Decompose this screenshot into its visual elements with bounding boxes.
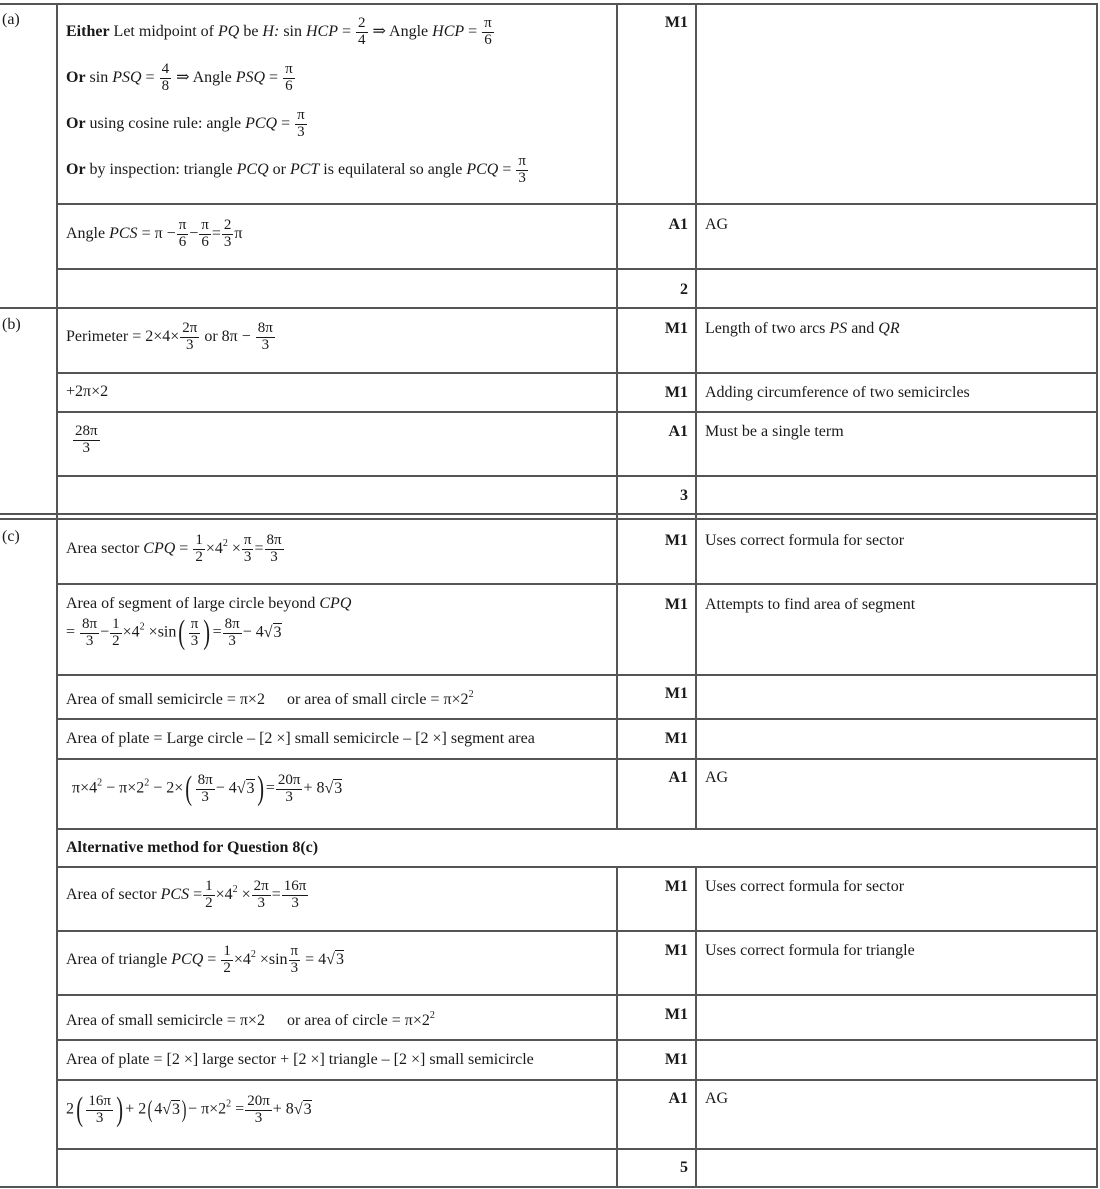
comment: AG (705, 1090, 729, 1107)
square-root: √3 (162, 1100, 181, 1118)
fraction: $\frac{2}{4}$ (358, 15, 366, 48)
answer-b-semicircles: +2π×2 (66, 383, 109, 400)
row-rule (56, 203, 1098, 205)
row-rule (56, 866, 1098, 868)
answer-a-or-2: Or using cosine rule: angle PCQ = $\frac{\pi}{3}$ (66, 107, 305, 140)
answer-c-segment-calc: = $\frac{8\pi}{3}$ − $\frac{1}{2}$ $\times 4^2 \times\sin$( $\frac{\pi}{3}$ ) = $\frac{8\pi}{3}$ − 4√3 (66, 614, 282, 651)
fraction: $\frac{20\pi}{3}$ (247, 1092, 270, 1126)
fraction: $\frac{4}{8}$ (161, 61, 170, 94)
mark: M1 (664, 1006, 688, 1023)
col-rule-mark (616, 3, 618, 828)
mark: M1 (664, 14, 688, 31)
comment: Must be a single term (705, 423, 844, 440)
fraction: $\frac{1}{2}$ (112, 615, 120, 649)
alternative-method-heading: Alternative method for Question 8(c) (66, 839, 319, 856)
answer-c-segment-label: Area of segment of large circle beyond CPQ (66, 595, 352, 612)
row-rule (56, 758, 1098, 760)
rule-section-ab (0, 307, 1098, 309)
mark: M1 (664, 320, 688, 337)
row-rule (56, 1148, 1098, 1150)
answer-c-alt-small-semicircle: Area of small semicircle = π×2 or area of circle = $\pi\times 2^2$ (66, 1010, 435, 1029)
col-rule-comment (695, 866, 697, 1187)
row-rule (56, 674, 1098, 676)
fraction: $\frac{\pi}{6}$ (484, 15, 492, 48)
row-rule (56, 583, 1098, 585)
fraction: $\frac{20\pi}{3}$ (277, 771, 301, 805)
mark: A1 (668, 1090, 688, 1107)
square-root: √3 (324, 779, 343, 797)
mark: A1 (668, 216, 688, 233)
mark: M1 (664, 1051, 688, 1068)
part-label-a: (a) (2, 11, 20, 28)
answer-c-alt-sector: Area of sector PCS = $\frac{1}{2}$ $\times 4^2$ × $\frac{2\pi}{3}$ = $\frac{16\pi}{3}$ (66, 878, 307, 911)
answer-c-sector: Area sector CPQ = $\frac{1}{2}$ $\times 4^2$ × $\frac{\pi}{3}$ = $\frac{8\pi}{3}$ (66, 532, 282, 565)
rule-section-bc-2 (0, 518, 1098, 520)
rule-bottom (0, 1186, 1098, 1188)
comment: AG (705, 769, 729, 786)
mark: M1 (664, 384, 688, 401)
fraction: $\frac{2}{3}$ (223, 217, 232, 250)
fraction: $\frac{\pi}{3}$ (290, 943, 299, 976)
fraction: $\frac{16\pi}{3}$ (88, 1092, 111, 1126)
row-rule (56, 994, 1098, 996)
answer-c-alt-triangle: Area of triangle PCQ = $\frac{1}{2}$ $\times 4^2 \times\sin$ $\frac{\pi}{3}$ = 4√3 (66, 943, 344, 976)
fraction: $\frac{\pi}{6}$ (178, 217, 187, 250)
mark: M1 (664, 730, 688, 747)
mark: A1 (668, 769, 688, 786)
square-root: √3 (326, 950, 344, 968)
fraction: $\frac{\pi}{3}$ (297, 107, 305, 140)
row-rule (56, 930, 1098, 932)
comment: Uses correct formula for triangle (705, 942, 915, 959)
fraction: $\frac{8\pi}{3}$ (266, 532, 282, 565)
col-rule-right (1096, 3, 1098, 1187)
row-rule (56, 1039, 1098, 1041)
answer-a-either: Either Let midpoint of PQ be H: sin HCP = $\frac{2}{4}$ ⇒ Angle HCP = $\frac{\pi}{6}$ (66, 15, 492, 48)
fraction: $\frac{1}{2}$ (223, 943, 231, 976)
square-root: √3 (263, 623, 282, 641)
col-rule-part (56, 3, 58, 1187)
row-rule (56, 1079, 1098, 1081)
square-root: √3 (293, 1100, 312, 1118)
fraction: $\frac{16\pi}{3}$ (283, 878, 307, 911)
fraction: $\frac{2\pi}{3}$ (253, 878, 269, 911)
fraction: $\frac{8\pi}{3}$ (82, 615, 98, 649)
answer-a-or-1: Or sin PSQ = $\frac{4}{8}$ ⇒ Angle PSQ = $\frac{\pi}{6}$ (66, 61, 293, 94)
mark-total: 5 (680, 1159, 688, 1176)
mark: M1 (664, 878, 688, 895)
row-rule (56, 828, 1098, 830)
fraction: $\frac{\pi}{3}$ (243, 532, 252, 565)
answer-c-alt-plate-area: Area of plate = [2 ×] large sector + [2 ×] triangle – [2 ×] small semicircle (66, 1051, 534, 1068)
comment: Adding circumference of two semicircles (705, 384, 970, 401)
mark: M1 (664, 596, 688, 613)
fraction: $\frac{\pi}{3}$ (190, 615, 199, 649)
square-root: √3 (236, 779, 255, 797)
row-rule (56, 372, 1098, 374)
rule-top (0, 3, 1098, 5)
comment: Uses correct formula for sector (705, 532, 905, 549)
comment: Uses correct formula for sector (705, 878, 905, 895)
fraction: $\frac{1}{2}$ (205, 878, 213, 911)
part-label-c: (c) (2, 528, 20, 545)
mark: A1 (668, 423, 688, 440)
comment: Attempts to find area of segment (705, 596, 916, 613)
col-rule-comment (695, 3, 697, 828)
answer-c-small-semicircle: Area of small semicircle = π×2 or area of small circle = $\pi\times 2^2$ (66, 689, 474, 708)
fraction: $\frac{8\pi}{3}$ (257, 320, 273, 353)
fraction: $\frac{28\pi}{3}$ (75, 423, 98, 456)
comment: Length of two arcs PS and QR (705, 320, 900, 337)
fraction: $\frac{2\pi}{3}$ (182, 320, 198, 353)
answer-b-result (72, 424, 101, 457)
row-rule (56, 411, 1098, 413)
mark-total: 2 (680, 281, 688, 298)
fraction: $\frac{8\pi}{3}$ (224, 615, 240, 649)
mark: M1 (664, 532, 688, 549)
col-rule-mark (616, 866, 618, 1187)
answer-c-plate-area: Area of plate = Large circle – [2 ×] small semicircle – [2 ×] segment area (66, 730, 535, 747)
answer-a-angle-pcs: Angle PCS = π − $\frac{\pi}{6}$ − $\frac{\pi}{6}$ = $\frac{2}{3}$ π (66, 217, 243, 250)
comment: AG (705, 216, 729, 233)
answer-a-or-3: Or by inspection: triangle PCQ or PCT is equilateral so angle PCQ = $\frac{\pi}{3}$ (66, 153, 526, 186)
answer-c-alt-plate-calc: 2( $\frac{16\pi}{3}$ ) + 2( $4√3) - \pi\times 2^2$ = $\frac{20\pi}{3}$ + 8√3 (66, 1091, 312, 1128)
part-label-b: (b) (2, 316, 21, 333)
fraction: $\frac{8\pi}{3}$ (197, 771, 213, 805)
mark: M1 (664, 685, 688, 702)
rule-section-bc-1 (0, 513, 1098, 515)
row-rule (56, 718, 1098, 720)
mark-total: 3 (680, 487, 688, 504)
answer-c-plate-calc: $\pi\times 4^2 - \pi\times 2^2 - 2\times$( $\frac{8\pi}{3}$ − 4√3) = $\frac{20\pi}{3}$ + 8√3 (72, 770, 343, 807)
mark: M1 (664, 942, 688, 959)
answer-b-perimeter: Perimeter = 2×4× $\frac{2\pi}{3}$ or 8π − $\frac{8\pi}{3}$ (66, 320, 273, 353)
fraction: $\frac{\pi}{3}$ (518, 153, 526, 186)
fraction: $\frac{\pi}{6}$ (285, 61, 293, 94)
row-rule (56, 475, 1098, 477)
fraction: $\frac{1}{2}$ (195, 532, 203, 565)
fraction: $\frac{\pi}{6}$ (201, 217, 209, 250)
row-rule (56, 268, 1098, 270)
